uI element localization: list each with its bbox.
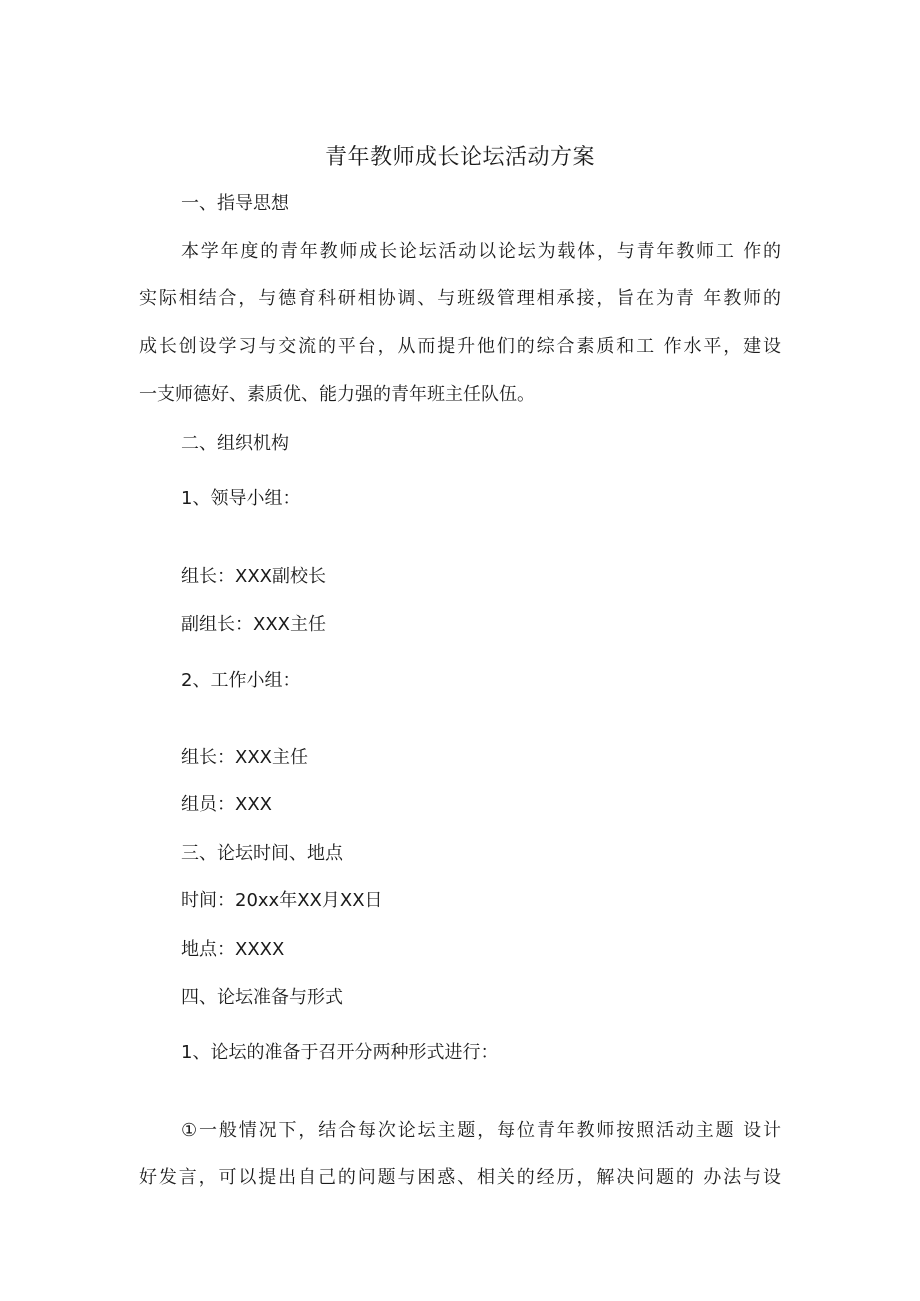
section-heading-preparation-format: 四、论坛准备与形式 (181, 987, 343, 1008)
time-line: 时间：20xx年XX月XX日 (181, 890, 383, 911)
section-heading-time-place: 三、论坛时间、地点 (181, 843, 343, 864)
leader-line: 组长：XXX主任 (181, 747, 308, 768)
paragraph-line: 本学年度的青年教师成长论坛活动以论坛为载体，与青年教师工 作的 (181, 241, 781, 262)
subheading-working-group: 2、工作小组： (181, 670, 301, 691)
section-heading-guiding-ideology: 一、指导思想 (181, 193, 289, 214)
deputy-leader-line: 副组长：XXX主任 (181, 614, 326, 635)
place-line: 地点：XXXX (181, 939, 285, 960)
members-line: 组员：XXX (181, 794, 272, 815)
section-heading-organization: 二、组织机构 (181, 433, 289, 454)
subheading-leadership-group: 1、领导小组： (181, 488, 301, 509)
paragraph-line: ①一般情况下，结合每次论坛主题，每位青年教师按照活动主题 设计 (181, 1120, 781, 1141)
paragraph-line: 成长创设学习与交流的平台，从而提升他们的综合素质和工 作水平，建设 (139, 336, 781, 357)
list-item: 1、论坛的准备于召开分两种形式进行： (181, 1042, 499, 1063)
leader-line: 组长：XXX副校长 (181, 566, 326, 587)
paragraph-line: 实际相结合，与德育科研相协调、与班级管理相承接，旨在为青 年教师的 (139, 288, 781, 309)
paragraph-line: 好发言，可以提出自己的问题与困惑、相关的经历，解决问题的 办法与设 (139, 1167, 781, 1188)
paragraph-line: 一支师德好、素质优、能力强的青年班主任队伍。 (139, 384, 535, 405)
document-title: 青年教师成长论坛活动方案 (324, 145, 595, 170)
